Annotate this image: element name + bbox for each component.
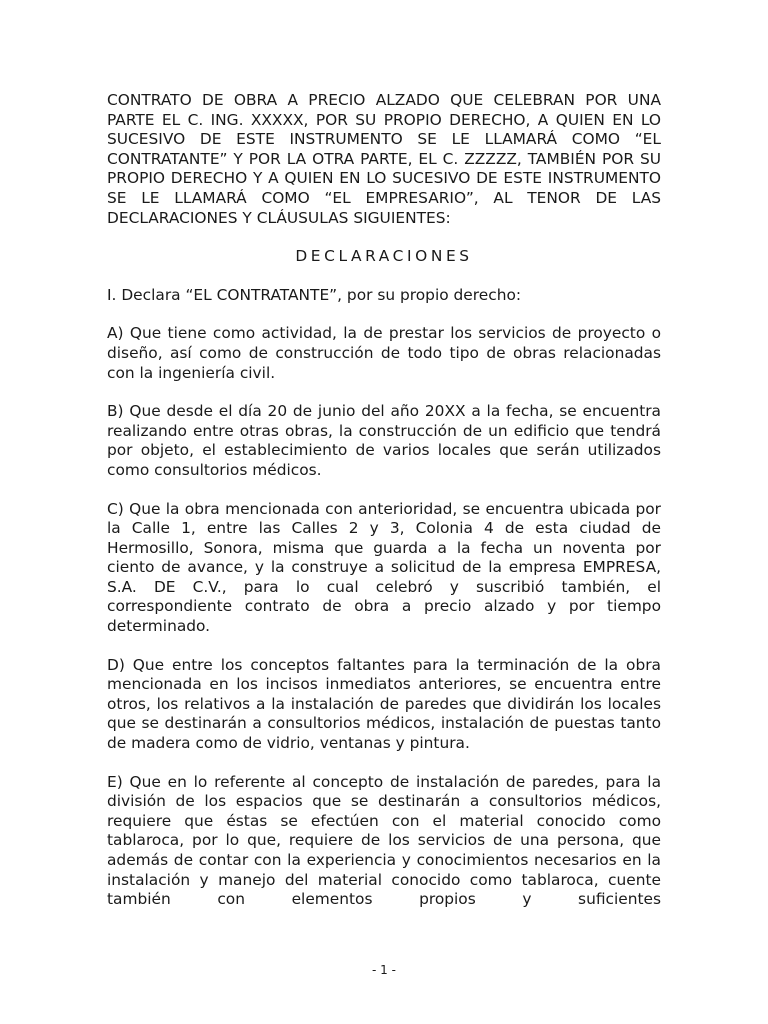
clause-d: D) Que entre los conceptos faltantes para la terminación de la obra mencionada en los incisos inmediatos anteriores, se encuentra entre otros, los relativos a la instalación de paredes que dividirán los locales que se destinarán a consultorios médicos, instalación de puestas tanto de madera como de vidrio, ventanas y pintura. — [107, 655, 661, 753]
page-number: - 1 - — [372, 963, 396, 977]
clause-a: A) Que tiene como actividad, la de prestar los servicios de proyecto o diseño, así como de construcción de todo tipo de obras relacionadas con la ingeniería civil. — [107, 324, 661, 382]
section-heading: DECLARACIONES — [295, 247, 473, 266]
clause-e: E) Que en lo referente al concepto de instalación de paredes, para la división de los espacios que se destinarán a consultorios médicos, requiere que éstas se efectúen con el material conocido como tablaroca, por lo que, requiere de los servicios de una persona, que además de contar con la experiencia y conocimientos necesarios en la instalación y manejo del material conocido como tablaroca, cuente también con elementos propios y suficientes — [107, 772, 661, 909]
contract-intro: CONTRATO DE OBRA A PRECIO ALZADO QUE CELEBRAN POR UNA PARTE EL C. ING. XXXXX, POR SU PROPIO DERECHO, A QUIEN EN LO SUCESIVO DE ESTE INSTRUMENTO SE LE LLAMARÁ COMO “EL CONTRATANTE” Y POR LA OTRA PARTE, EL C. ZZZZZ, TAMBIÉN POR SU PROPIO DERECHO Y A QUIEN EN LO SUCESIVO DE ESTE INSTRUMENTO SE LE LLAMARÁ COMO “EL EMPRESARIO”, AL TENOR DE LAS DECLARACIONES Y CLÁUSULAS SIGUIENTES: — [107, 91, 661, 227]
clause-b: B) Que desde el día 20 de junio del año 20XX a la fecha, se encuentra realizando entre otras obras, la construcción de un edificio que tendrá por objeto, el establecimiento de varios locales que serán utilizados como consultorios médicos. — [107, 402, 661, 479]
clause-c: C) Que la obra mencionada con anterioridad, se encuentra ubicada por la Calle 1, entre las Calles 2 y 3, Colonia 4 de esta ciudad de Hermosillo, Sonora, misma que guarda a la fecha un noventa por ciento de avance, y la construye a solicitud de la empresa EMPRESA, S.A. DE C.V., para lo cual celebró y suscribió también, el correspondiente contrato de obra a precio alzado y por tiempo determinado. — [107, 499, 661, 636]
document-page — [107, 91, 661, 910]
declaration-one: I. Declara “EL CONTRATANTE”, por su propio derecho: — [107, 285, 522, 304]
